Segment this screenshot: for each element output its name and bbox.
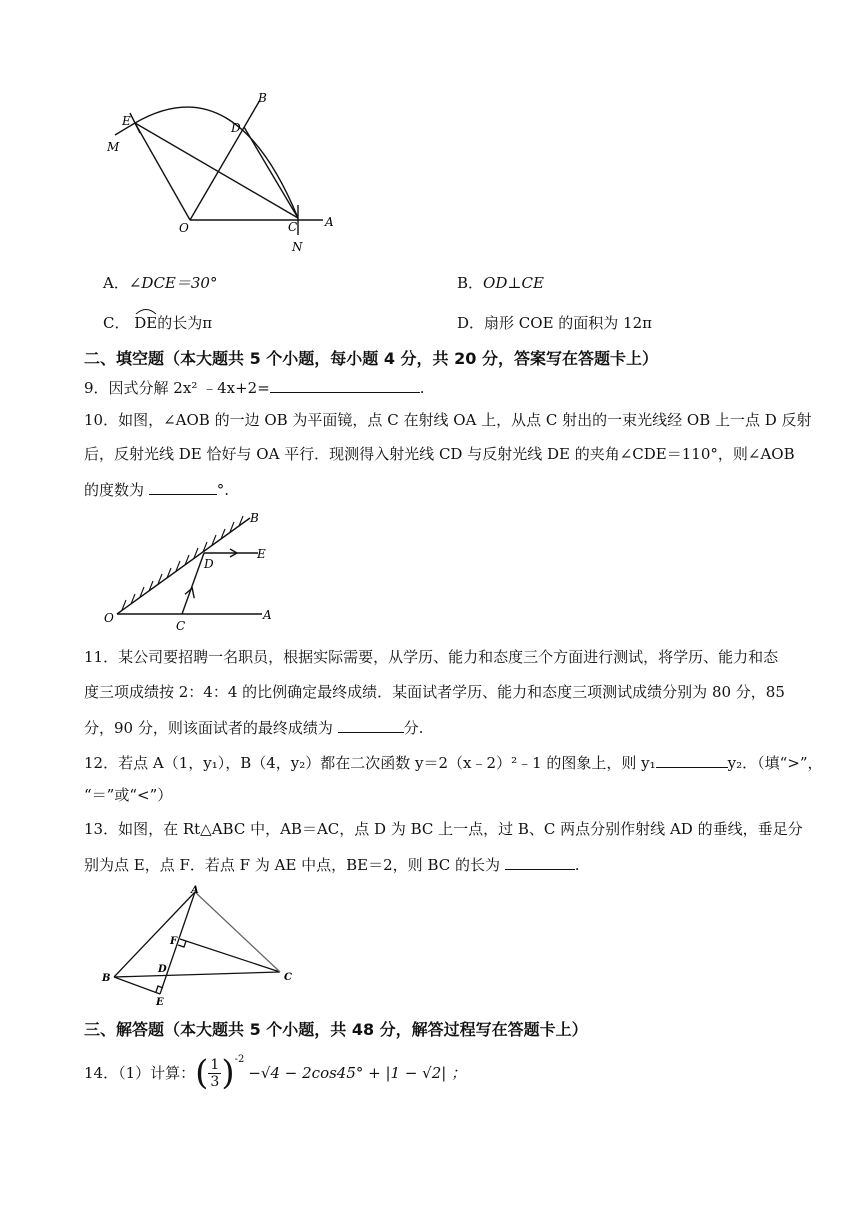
fig2-label-D: D <box>204 557 214 571</box>
option-c-arc: DE <box>134 314 158 332</box>
q14-left-paren: ( <box>195 1053 209 1093</box>
fig3-label-B: B <box>102 973 111 984</box>
option-c-text: 的长为π <box>157 314 213 332</box>
q10-line-3 <box>84 478 229 500</box>
q13-line-2b: . <box>574 856 580 874</box>
q14-right-paren: ) <box>221 1053 235 1093</box>
q12-line-1 <box>84 751 823 773</box>
option-c-key: C． <box>103 314 130 332</box>
q14-numerator: 1 <box>210 1056 220 1073</box>
q9-answer-blank[interactable] <box>270 376 420 393</box>
q14-denominator: 3 <box>210 1073 220 1090</box>
q13-answer-blank[interactable] <box>505 853 575 870</box>
arc-de <box>134 313 157 333</box>
fig1-label-D: D <box>231 121 241 135</box>
fig1-label-C: C <box>288 220 298 234</box>
fig1-label-E: E <box>122 114 131 128</box>
fig2-label-B: B <box>250 511 259 525</box>
q9-text: 9．因式分解 2x² ﹣4x+2= <box>84 379 270 397</box>
question-14 <box>84 1048 466 1098</box>
fig2-label-A: A <box>263 608 272 622</box>
q12-line-1a: 12．若点 A（1，y₁），B（4，y₂）都在二次函数 y＝2（x﹣2）²﹣1 的图象上，则 y₁ <box>84 754 656 772</box>
q13-line-2 <box>84 853 580 875</box>
figure-triangle <box>98 884 308 1009</box>
q11-line-2: 度三项成绩按 2：4：4 的比例确定最终成绩．某面试者学历、能力和态度三项测试成绩分别为 80 分，85 <box>84 683 785 701</box>
fig1-label-A: A <box>325 215 334 229</box>
section-3-title: 三、解答题（本大题共 5 个小题，共 48 分，解答过程写在答题卡上） <box>84 1020 588 1039</box>
fig1-label-O: O <box>179 221 189 235</box>
option-a-key: A． <box>103 274 129 292</box>
q12-line-2: “＝”或“<”） <box>84 786 173 804</box>
q11-line-3a: 分，90 分，则该面试者的最终成绩为 <box>84 719 333 737</box>
option-b <box>457 273 544 293</box>
fig3-label-A: A <box>191 885 199 896</box>
q12-line-1b: y₂．（填“>”， <box>727 754 823 772</box>
q10-line-2: 后，反射光线 DE 恰好与 OA 平行．现测得入射光线 CD 与反射光线 DE 的夹角∠CDE＝110°，则∠AOB <box>84 445 795 463</box>
fig2-label-C: C <box>176 619 186 633</box>
figure-sector <box>95 85 355 260</box>
q13-line-1: 13．如图，在 Rt△ABC 中，AB＝AC，点 D 为 BC 上一点，过 B、C 两点分别作射线 AD 的垂线，垂足分 <box>84 820 803 838</box>
q14-rest: −√4 − 2cos45° + |1 − √2| ； <box>248 1064 467 1082</box>
q14-prefix: 14．（1）计算： <box>84 1064 196 1082</box>
option-d-text: 扇形 COE 的面积为 12π <box>484 314 653 332</box>
question-9 <box>84 376 425 398</box>
option-b-text: OD⊥CE <box>483 274 544 292</box>
q10-line-3a: 的度数为 <box>84 481 145 499</box>
q10-line-1: 10．如图，∠AOB 的一边 OB 为平面镜，点 C 在射线 OA 上，从点 C 射出的一束光线经 OB 上一点 D 反射 <box>84 411 812 429</box>
fig3-label-D: D <box>158 964 167 975</box>
q14-exponent: -2 <box>234 1054 245 1065</box>
q9-end: . <box>419 379 425 397</box>
option-b-key: B． <box>457 274 484 292</box>
option-c <box>103 313 212 333</box>
option-d <box>457 313 652 333</box>
sector-arc <box>135 107 298 218</box>
option-d-key: D． <box>457 314 485 332</box>
q12-answer-blank[interactable] <box>656 751 728 768</box>
fig1-label-B: B <box>258 91 267 105</box>
q13-line-2a: 别为点 E，点 F．若点 F 为 AE 中点，BE＝2，则 BC 的长为 <box>84 856 500 874</box>
fig2-label-O: O <box>104 611 114 625</box>
option-a <box>103 273 217 293</box>
fig3-label-E: E <box>156 997 164 1008</box>
fig2-label-E: E <box>257 547 266 561</box>
q10-answer-blank[interactable] <box>149 478 217 495</box>
q14-fraction <box>208 1057 221 1090</box>
fig1-label-N: N <box>292 240 303 254</box>
q11-line-3b: 分. <box>403 719 424 737</box>
section-2-title: 二、填空题（本大题共 5 个小题，每小题 4 分，共 20 分，答案写在答题卡上） <box>84 349 658 368</box>
fig3-label-C: C <box>284 972 292 983</box>
fig1-label-M: M <box>107 140 120 154</box>
figure-mirror <box>100 508 290 636</box>
option-a-text: ∠DCE＝30° <box>128 274 218 292</box>
q11-answer-blank[interactable] <box>338 716 404 733</box>
q11-line-1: 11．某公司要招聘一名职员，根据实际需要，从学历、能力和态度三个方面进行测试，将学历、能力和态 <box>84 648 779 666</box>
fig3-label-F: F <box>170 936 178 947</box>
q11-line-3 <box>84 716 423 738</box>
q10-line-3b: °. <box>216 481 230 499</box>
